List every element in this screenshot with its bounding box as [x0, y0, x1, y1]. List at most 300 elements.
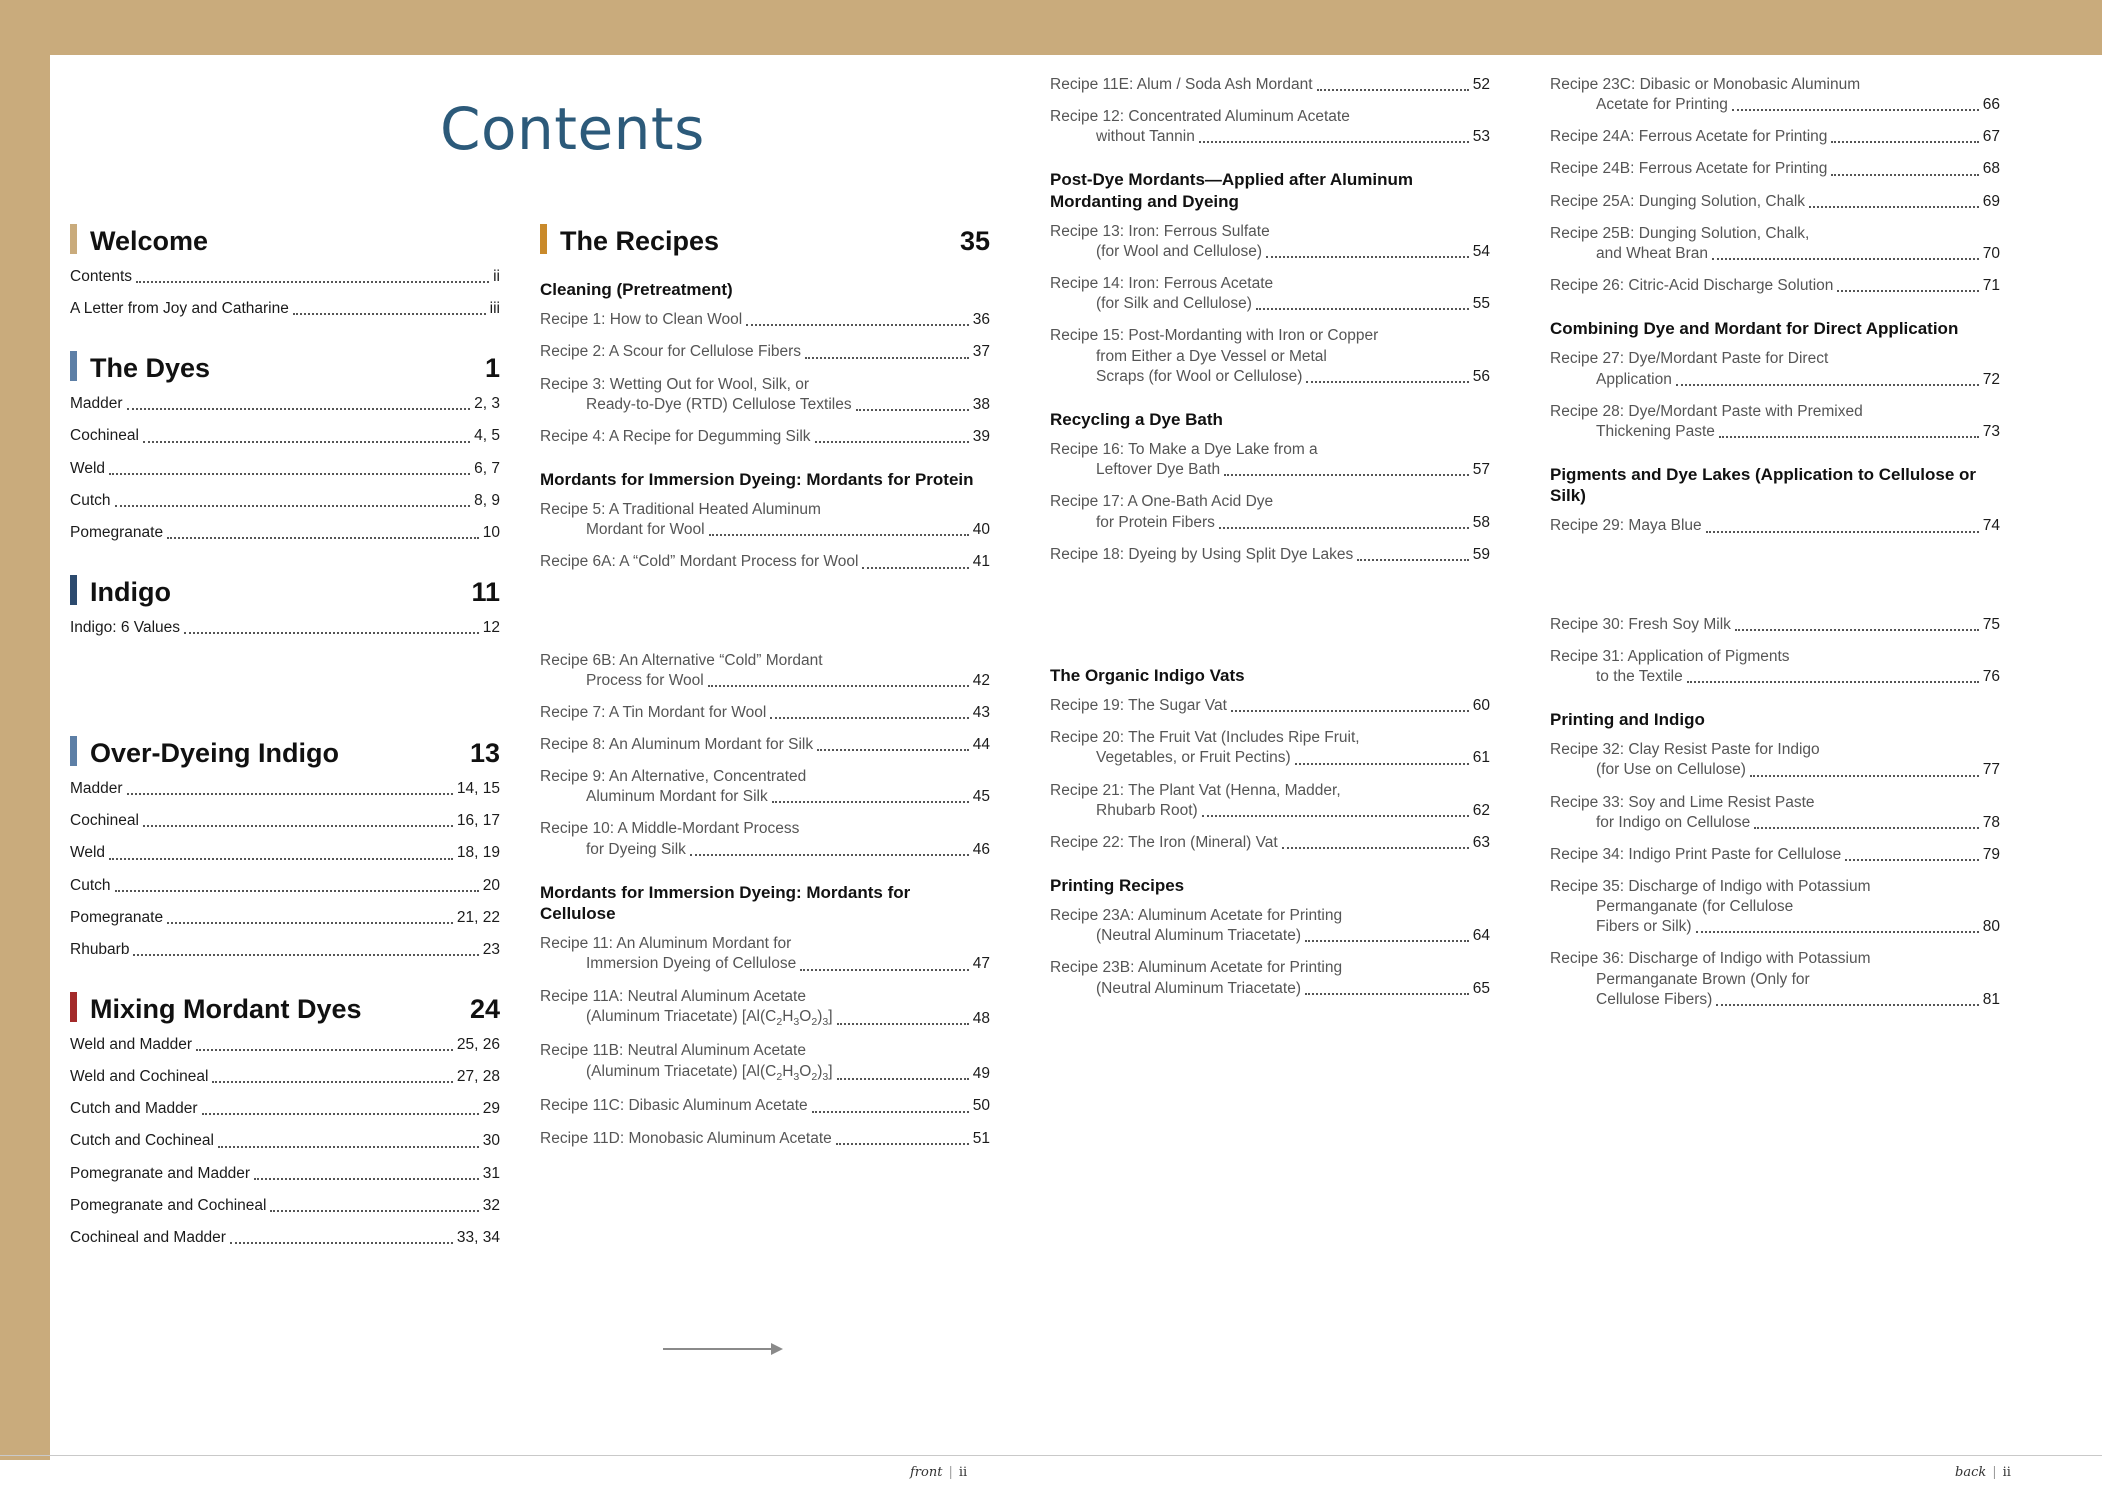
- leader-dots: [1676, 384, 1979, 386]
- toc-entry-label-cont: Immersion Dyeing of Cellulose: [586, 955, 797, 973]
- toc-entry-page: 49: [972, 1065, 990, 1083]
- toc-entry-page: 36: [972, 311, 990, 329]
- toc-entry[interactable]: [1550, 349, 2000, 389]
- toc-entry[interactable]: [70, 1035, 500, 1055]
- toc-entry-label: Recipe 25B: Dunging Solution, Chalk,: [1550, 224, 1810, 242]
- group-subheading: The Organic Indigo Vats: [1050, 665, 1245, 685]
- group-subheading: Printing and Indigo: [1550, 710, 1705, 729]
- leader-dots: [1809, 206, 1979, 208]
- toc-entry-page: 16, 17: [456, 812, 500, 830]
- section-page: 1: [484, 353, 500, 384]
- toc-entry-page: 63: [1472, 833, 1490, 851]
- leader-dots: [817, 749, 969, 751]
- toc-entry-label: Recipe 15: Post-Mordanting with Iron or Copper: [1050, 327, 1379, 345]
- toc-entry-page: 55: [1472, 295, 1490, 313]
- toc-entry-label-cont: Thickening Paste: [1596, 422, 1715, 440]
- layout-spacer: [540, 585, 990, 651]
- left-decorative-strip: [0, 0, 50, 1460]
- column-four: [1550, 75, 2000, 1022]
- toc-entry-label: A Letter from Joy and Catharine: [70, 300, 289, 318]
- toc-entry[interactable]: [70, 876, 500, 896]
- layout-spacer: [1050, 577, 1490, 643]
- toc-entry-label: Weld: [70, 459, 106, 477]
- toc-entry[interactable]: [1050, 440, 1490, 480]
- toc-entry-page: 73: [1982, 422, 2000, 440]
- toc-entry-page: 74: [1982, 517, 2000, 535]
- footer-front: front | ii: [910, 1465, 968, 1480]
- toc-entry[interactable]: [70, 843, 500, 863]
- toc-entry-page: 44: [972, 736, 990, 754]
- toc-entry[interactable]: [540, 767, 990, 807]
- toc-entry-label: Rhubarb: [70, 940, 130, 958]
- column-two: [540, 220, 990, 1161]
- toc-entry-page: 64: [1472, 927, 1490, 945]
- toc-entry-label: Pomegranate: [70, 908, 164, 926]
- leader-dots: [708, 685, 969, 687]
- toc-entry-label-cont: and Wheat Bran: [1596, 244, 1709, 262]
- toc-entry-page: 47: [972, 955, 990, 973]
- toc-entry-label: Recipe 22: The Iron (Mineral) Vat: [1050, 833, 1278, 851]
- toc-entry[interactable]: [540, 1096, 990, 1116]
- column-three: [1050, 75, 1490, 1011]
- toc-entry-label-cont: Fibers or Silk): [1596, 918, 1692, 936]
- layout-spacer: [70, 331, 500, 347]
- toc-entry-label: Recipe 33: Soy and Lime Resist Paste: [1550, 793, 1815, 811]
- toc-entry-label: Recipe 5: A Traditional Heated Aluminum: [540, 501, 821, 519]
- section-header[interactable]: [540, 220, 990, 257]
- toc-entry-label-cont: Scraps (for Wool or Cellulose): [1096, 367, 1303, 385]
- toc-entry-label: Recipe 14: Iron: Ferrous Acetate: [1050, 275, 1274, 293]
- toc-entry[interactable]: [70, 1196, 500, 1216]
- toc-entry-label-cont: without Tannin: [1096, 128, 1195, 146]
- toc-entry-page: 71: [1982, 276, 2000, 294]
- section-header[interactable]: [70, 571, 500, 608]
- section-color-bar: [70, 992, 77, 1022]
- toc-entry-page: 30: [482, 1132, 500, 1150]
- leader-dots: [127, 793, 453, 795]
- toc-entry[interactable]: [70, 1099, 500, 1119]
- toc-entry-label: Recipe 19: The Sugar Vat: [1050, 697, 1227, 715]
- toc-entry[interactable]: [1050, 107, 1490, 147]
- toc-entry-label: Recipe 34: Indigo Print Paste for Cellulose: [1550, 845, 1842, 863]
- leader-dots: [1712, 258, 1979, 260]
- toc-entry-page: 27, 28: [456, 1068, 500, 1086]
- toc-entry-label: Madder: [70, 395, 123, 413]
- toc-entry[interactable]: [1050, 75, 1490, 95]
- leader-dots: [837, 1023, 969, 1025]
- section-header[interactable]: [70, 732, 500, 769]
- footer-front-page: ii: [958, 1465, 968, 1480]
- toc-entry-page: 62: [1472, 801, 1490, 819]
- toc-entry-label: Recipe 26: Citric-Acid Discharge Solution: [1550, 276, 1834, 294]
- toc-entry-label: Recipe 32: Clay Resist Paste for Indigo: [1550, 741, 1820, 759]
- toc-entry[interactable]: [70, 1067, 500, 1087]
- leader-dots: [109, 858, 453, 860]
- toc-entry[interactable]: [540, 310, 990, 330]
- leader-dots: [167, 922, 453, 924]
- toc-entry[interactable]: [540, 342, 990, 362]
- toc-entry-label: Recipe 23C: Dibasic or Monobasic Aluminum: [1550, 76, 1861, 93]
- leader-dots: [127, 408, 471, 410]
- toc-entry-label: Recipe 2: A Scour for Cellulose Fibers: [540, 343, 802, 361]
- toc-entry-page: ii: [493, 268, 500, 285]
- toc-entry[interactable]: [1550, 949, 2000, 1009]
- toc-entry[interactable]: [1550, 845, 2000, 865]
- toc-entry[interactable]: [1050, 906, 1490, 946]
- leader-dots: [1317, 89, 1469, 91]
- leader-dots: [218, 1146, 479, 1148]
- leader-dots: [115, 505, 471, 507]
- leader-dots: [709, 534, 969, 536]
- leader-dots: [167, 537, 479, 539]
- toc-entry-page: 48: [972, 1010, 990, 1028]
- leader-dots: [862, 567, 968, 569]
- toc-entry-label: Weld and Madder: [70, 1035, 193, 1053]
- leader-dots: [136, 281, 489, 283]
- toc-entry-label: Recipe 7: A Tin Mordant for Wool: [540, 703, 767, 721]
- toc-entry[interactable]: [540, 1041, 990, 1084]
- toc-entry[interactable]: [1550, 159, 2000, 179]
- toc-entry-page: 67: [1982, 128, 2000, 146]
- toc-entry-page: 45: [972, 788, 990, 806]
- toc-entry-label: Weld and Cochineal: [70, 1068, 209, 1086]
- toc-entry[interactable]: [1050, 326, 1490, 386]
- leader-dots: [254, 1178, 479, 1180]
- toc-entry-label: Recipe 17: A One-Bath Acid Dye: [1050, 493, 1274, 511]
- toc-entry[interactable]: [70, 523, 500, 543]
- toc-entry-label-cont: Mordant for Wool: [586, 521, 705, 539]
- toc-entry-label: Pomegranate and Cochineal: [70, 1196, 267, 1214]
- toc-entry-label: Madder: [70, 780, 123, 798]
- toc-entry[interactable]: [540, 500, 990, 540]
- toc-entry[interactable]: [1550, 192, 2000, 212]
- toc-entry-label: Cutch and Madder: [70, 1100, 198, 1118]
- leader-dots: [109, 473, 470, 475]
- toc-entry[interactable]: [70, 811, 500, 831]
- toc-entry-page: 23: [482, 940, 500, 958]
- toc-entry-label-cont: Application: [1596, 370, 1672, 388]
- toc-entry[interactable]: [1550, 402, 2000, 442]
- toc-entry-label-cont: Aluminum Mordant for Silk: [586, 788, 768, 806]
- leader-dots: [1719, 436, 1979, 438]
- toc-entry-label: Recipe 11B: Neutral Aluminum Acetate: [540, 1042, 806, 1060]
- toc-entry-page: 42: [972, 671, 990, 689]
- toc-entry-label-cont: (for Wool and Cellulose): [1096, 243, 1262, 261]
- leader-dots: [202, 1113, 479, 1115]
- toc-entry-page: 25, 26: [456, 1035, 500, 1053]
- footer-back: back | ii: [1955, 1465, 2011, 1480]
- toc-entry-label: Recipe 18: Dyeing by Using Split Dye Lakes: [1050, 545, 1354, 563]
- toc-entry-label-cont: Permanganate Brown (Only for: [1596, 970, 1810, 988]
- toc-entry-page: 43: [972, 703, 990, 721]
- continue-arrow-icon: [663, 1342, 783, 1356]
- toc-entry-page: 14, 15: [456, 780, 500, 798]
- toc-entry-label: Recipe 10: A Middle-Mordant Process: [540, 820, 800, 838]
- toc-entry-page: 21, 22: [456, 908, 500, 926]
- footer-back-label: back: [1955, 1465, 1987, 1480]
- toc-entry[interactable]: [70, 940, 500, 960]
- leader-dots: [1219, 527, 1469, 529]
- toc-entry[interactable]: [70, 908, 500, 928]
- toc-entry-page: 59: [1472, 545, 1490, 563]
- toc-entry-label-cont: (Neutral Aluminum Triacetate): [1096, 979, 1302, 997]
- toc-entry-label: Cutch: [70, 491, 111, 509]
- section-header[interactable]: [70, 220, 500, 257]
- toc-entry-label-cont: Acetate for Printing: [1596, 96, 1728, 114]
- toc-entry-label: Recipe 21: The Plant Vat (Henna, Madder,: [1050, 781, 1341, 799]
- footer-back-page: ii: [2002, 1465, 2011, 1480]
- toc-entry-page: 6, 7: [474, 459, 500, 477]
- section-header[interactable]: [70, 347, 500, 384]
- leader-dots: [1687, 681, 1979, 683]
- leader-dots: [1295, 763, 1469, 765]
- toc-entry-page: 68: [1982, 160, 2000, 178]
- toc-entry-label: Recipe 35: Discharge of Indigo with Potassium: [1550, 877, 1871, 895]
- section-title: Mixing Mordant Dyes: [90, 993, 362, 1024]
- toc-entry-label: Cochineal: [70, 427, 139, 445]
- toc-entry-label: Recipe 27: Dye/Mordant Paste for Direct: [1550, 350, 1829, 368]
- toc-entry-page: 4, 5: [474, 427, 500, 445]
- leader-dots: [1831, 141, 1978, 143]
- leader-dots: [1831, 174, 1978, 176]
- leader-dots: [805, 357, 969, 359]
- group-subheading: Post-Dye Mordants—Applied after Aluminum Mordanting and Dyeing: [1050, 170, 1414, 211]
- toc-entry[interactable]: [1550, 75, 2000, 115]
- toc-entry[interactable]: [540, 735, 990, 755]
- toc-entry-label: Recipe 36: Discharge of Indigo with Potassium: [1550, 950, 1871, 968]
- top-decorative-band: [0, 0, 2102, 55]
- leader-dots: [690, 854, 969, 856]
- toc-entry[interactable]: [1550, 877, 2000, 937]
- toc-entry[interactable]: [1550, 793, 2000, 833]
- toc-entry[interactable]: [1050, 696, 1490, 716]
- toc-entry-page: 51: [972, 1129, 990, 1147]
- toc-entry-label: Recipe 4: A Recipe for Degumming Silk: [540, 427, 811, 445]
- leader-dots: [212, 1081, 452, 1083]
- toc-entry[interactable]: [1050, 274, 1490, 314]
- toc-entry[interactable]: [1050, 492, 1490, 532]
- section-page: 13: [469, 738, 500, 769]
- leader-dots: [143, 825, 453, 827]
- toc-entry-page: 53: [1472, 128, 1490, 146]
- leader-dots: [815, 441, 969, 443]
- section-title: The Dyes: [90, 353, 211, 384]
- toc-entry[interactable]: [1050, 728, 1490, 768]
- toc-entry-label: Recipe 9: An Alternative, Concentrated: [540, 768, 807, 786]
- toc-entry[interactable]: [1050, 781, 1490, 821]
- toc-entry[interactable]: [1550, 516, 2000, 536]
- toc-entry-label-cont: Leftover Dye Bath: [1096, 461, 1221, 479]
- toc-entry-label-cont: Process for Wool: [586, 671, 704, 689]
- column-one: [70, 220, 500, 1276]
- toc-entry[interactable]: [1050, 833, 1490, 853]
- toc-entry-page: 2, 3: [474, 395, 500, 413]
- leader-dots: [1696, 931, 1979, 933]
- leader-dots: [1266, 256, 1469, 258]
- section-color-bar: [540, 224, 547, 254]
- toc-entry[interactable]: [70, 1228, 500, 1248]
- toc-entry[interactable]: [70, 618, 500, 638]
- toc-entry-label: Recipe 6B: An Alternative “Cold” Mordant: [540, 651, 823, 669]
- section-page: 24: [469, 993, 500, 1024]
- section-header[interactable]: [70, 988, 500, 1025]
- toc-entry[interactable]: [540, 1129, 990, 1149]
- leader-dots: [1199, 141, 1469, 143]
- leader-dots: [800, 969, 969, 971]
- toc-entry-label: Indigo: 6 Values: [70, 618, 181, 636]
- toc-entry-label: Recipe 6A: A “Cold” Mordant Process for Wool: [540, 553, 859, 571]
- toc-entry[interactable]: [1550, 615, 2000, 635]
- leader-dots: [1224, 474, 1469, 476]
- toc-entry-page: 58: [1472, 513, 1490, 531]
- toc-entry-page: 78: [1982, 813, 2000, 831]
- toc-entry-page: 50: [972, 1097, 990, 1115]
- toc-entry[interactable]: [540, 819, 990, 859]
- group-subheading: Pigments and Dye Lakes (Application to Cellulose or Silk): [1550, 464, 1977, 506]
- toc-entry[interactable]: [70, 1164, 500, 1184]
- leader-dots: [1231, 710, 1469, 712]
- toc-entry[interactable]: [1550, 276, 2000, 296]
- toc-entry[interactable]: [70, 426, 500, 446]
- toc-entry[interactable]: [70, 267, 500, 287]
- leader-dots: [770, 717, 968, 719]
- toc-entry[interactable]: [70, 459, 500, 479]
- toc-entry[interactable]: [540, 552, 990, 572]
- toc-entry[interactable]: [540, 703, 990, 723]
- toc-entry-label: Recipe 11C: Dibasic Aluminum Acetate: [540, 1097, 808, 1115]
- toc-entry-label-cont: (for Use on Cellulose): [1596, 761, 1746, 779]
- toc-entry[interactable]: [70, 491, 500, 511]
- toc-entry-label: Recipe 23A: Aluminum Acetate for Printing: [1050, 907, 1343, 925]
- leader-dots: [196, 1049, 453, 1051]
- leader-dots: [836, 1143, 969, 1145]
- toc-entry-page: 69: [1982, 192, 2000, 210]
- toc-entry-label: Cochineal and Madder: [70, 1228, 226, 1246]
- toc-entry-label: Recipe 29: Maya Blue: [1550, 517, 1702, 535]
- toc-entry-label: Recipe 25A: Dunging Solution, Chalk: [1550, 192, 1806, 210]
- group-subheading: Mordants for Immersion Dyeing: Mordants for Cellulose: [540, 882, 911, 923]
- toc-entry-page: 10: [482, 523, 500, 541]
- layout-spacer: [1550, 549, 2000, 615]
- toc-entry-label-cont: for Dyeing Silk: [586, 840, 686, 858]
- toc-entry-label: Weld: [70, 844, 106, 862]
- page-title: Contents: [440, 95, 705, 163]
- toc-entry-label-cont: (Neutral Aluminum Triacetate): [1096, 927, 1302, 945]
- toc-entry[interactable]: [70, 1131, 500, 1151]
- toc-entry-label: Recipe 16: To Make a Dye Lake from a: [1050, 441, 1318, 459]
- toc-entry-page: 18, 19: [456, 844, 500, 862]
- toc-entry[interactable]: [1550, 740, 2000, 780]
- layout-spacer: [70, 650, 500, 666]
- toc-entry[interactable]: [540, 375, 990, 415]
- toc-entry[interactable]: [70, 779, 500, 799]
- toc-entry-page: 46: [972, 840, 990, 858]
- leader-dots: [115, 890, 479, 892]
- toc-entry-page: 56: [1472, 367, 1490, 385]
- group-subheading: Combining Dye and Mordant for Direct Application: [1550, 319, 1959, 339]
- toc-entry-label-cont: Ready-to-Dye (RTD) Cellulose Textiles: [586, 395, 852, 413]
- layout-spacer: [70, 1260, 500, 1276]
- leader-dots: [746, 324, 969, 326]
- toc-entry-page: iii: [489, 300, 500, 318]
- leader-dots: [837, 1078, 969, 1080]
- toc-entry-label: Recipe 11: An Aluminum Mordant for: [540, 935, 792, 953]
- toc-entry-page: 79: [1982, 845, 2000, 863]
- toc-entry-page: 40: [972, 521, 990, 539]
- leader-dots: [1750, 775, 1979, 777]
- toc-entry-label: Recipe 11E: Alum / Soda Ash Mordant: [1050, 76, 1313, 93]
- toc-entry-label: Recipe 13: Iron: Ferrous Sulfate: [1050, 222, 1270, 240]
- toc-entry-page: 80: [1982, 918, 2000, 936]
- toc-entry[interactable]: [70, 299, 500, 319]
- toc-entry-label: Recipe 24A: Ferrous Acetate for Printing: [1550, 128, 1828, 146]
- toc-entry-page: 72: [1982, 370, 2000, 388]
- toc-entry[interactable]: [70, 394, 500, 414]
- toc-entry-page: 12: [482, 618, 500, 636]
- toc-entry-label: Recipe 3: Wetting Out for Wool, Silk, or: [540, 375, 810, 393]
- toc-entry-label: Cutch: [70, 876, 111, 894]
- toc-entry[interactable]: [1550, 647, 2000, 687]
- toc-entry-page: 70: [1982, 244, 2000, 262]
- section-title: Indigo: [90, 576, 171, 607]
- section-title: Over-Dyeing Indigo: [90, 738, 340, 769]
- leader-dots: [1305, 993, 1469, 995]
- toc-entry-label: Recipe 11A: Neutral Aluminum Acetate: [540, 987, 806, 1005]
- toc-entry-label: Recipe 30: Fresh Soy Milk: [1550, 615, 1731, 633]
- toc-entry-label-cont: (Aluminum Triacetate) $[Al(C_2H_3O_2)_3]$: [586, 1062, 833, 1083]
- toc-entry[interactable]: [540, 934, 990, 974]
- toc-entry[interactable]: [540, 427, 990, 447]
- toc-entry-page: 29: [482, 1100, 500, 1118]
- toc-entry-label: Recipe 20: The Fruit Vat (Includes Ripe Fruit,: [1050, 729, 1360, 747]
- toc-entry-label-cont: (for Silk and Cellulose): [1096, 295, 1252, 313]
- toc-entry-label: Pomegranate: [70, 523, 164, 541]
- toc-entry-page: 41: [972, 553, 990, 571]
- leader-dots: [1716, 1004, 1978, 1006]
- leader-dots: [856, 409, 969, 411]
- toc-entry-label-cont: Vegetables, or Fruit Pectins): [1096, 749, 1291, 767]
- toc-entry[interactable]: [1550, 224, 2000, 264]
- leader-dots: [270, 1210, 478, 1212]
- toc-entry-label: Cochineal: [70, 812, 139, 830]
- leader-dots: [1282, 847, 1469, 849]
- toc-entry[interactable]: [1050, 958, 1490, 998]
- toc-entry[interactable]: [540, 651, 990, 691]
- toc-entry-label: Recipe 12: Concentrated Aluminum Acetate: [1050, 108, 1350, 126]
- toc-entry-page: 66: [1982, 96, 2000, 114]
- toc-entry-page: 60: [1472, 697, 1490, 715]
- contents-page: [50, 55, 2102, 1460]
- layout-spacer: [70, 555, 500, 571]
- toc-entry-label: Recipe 23B: Aluminum Acetate for Printing: [1050, 959, 1343, 977]
- toc-entry-label: Recipe 28: Dye/Mordant Paste with Premixed: [1550, 402, 1863, 420]
- toc-entry-label: Recipe 24B: Ferrous Acetate for Printing: [1550, 160, 1828, 178]
- group-subheading: Printing Recipes: [1050, 875, 1185, 895]
- toc-entry[interactable]: [1050, 545, 1490, 565]
- layout-spacer: [70, 666, 500, 732]
- group-subheading: Recycling a Dye Bath: [1050, 409, 1223, 429]
- toc-entry[interactable]: [1550, 127, 2000, 147]
- section-color-bar: [70, 736, 77, 766]
- toc-entry[interactable]: [540, 987, 990, 1030]
- toc-entry[interactable]: [1050, 222, 1490, 262]
- toc-entry-label: Recipe 11D: Monobasic Aluminum Acetate: [540, 1129, 832, 1147]
- toc-entry-page: 81: [1982, 990, 2000, 1008]
- toc-entry-page: 38: [972, 395, 990, 413]
- leader-dots: [133, 954, 478, 956]
- leader-dots: [772, 801, 969, 803]
- toc-entry-label-cont: Cellulose Fibers): [1596, 990, 1713, 1008]
